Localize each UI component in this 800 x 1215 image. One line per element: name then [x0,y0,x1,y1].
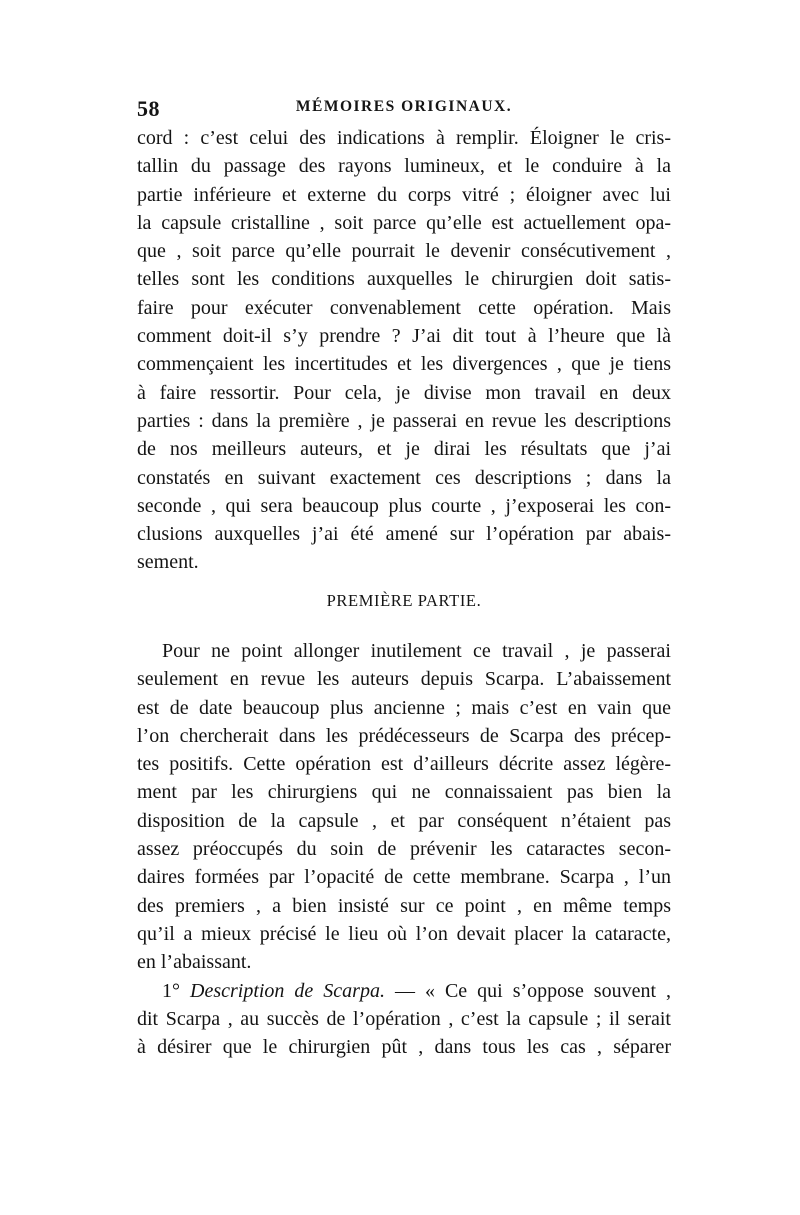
text-line: disposition de la capsule , et par conséquent n’étaient pas [137,809,671,832]
section-title: PREMIÈRE PARTIE. [326,591,482,610]
paragraph-1 [137,124,671,577]
text-line: que , soit parce qu’elle pourrait le devenir consécutivement , [137,240,671,263]
text-line: telles sont les conditions auxquelles le chirurgien doit satis- [137,268,671,291]
text-line: constatés en suivant exactement ces descriptions ; dans la [137,466,671,489]
text-line: de nos meilleurs auteurs, et je dirai les résultats que j’ai [137,438,671,461]
quote-start: — « Ce qui s’oppose souvent , [394,979,671,1002]
text-line: ment par les chirurgiens qui ne connaissaient pas bien la [137,781,671,804]
paragraph-3-first-line [137,977,671,1005]
text-line: Pour ne point allonger inutilement ce travail , je passerai [162,640,671,662]
text-line: qu’il a mieux précisé le lieu où l’on devait placer la cataracte, [137,922,671,945]
text-line: assez préoccupés du soin de prévenir les cataractes secon- [137,838,671,861]
text-line: la capsule cristalline , soit parce qu’elle est actuellement opa- [137,211,671,234]
text-line: commençaient les incertitudes et les divergences , que je tiens [137,353,671,376]
page-header [137,96,671,122]
text-line: parties : dans la première , je passerai en revue les descriptions [137,409,671,432]
text-line: cord : c’est celui des indications à remplir. Éloigner le cris- [137,127,671,149]
text-line: sement. [137,551,199,574]
text-line: tallin du passage des rayons lumineux, et le conduire à la [137,155,671,178]
text-line: des premiers , a bien insisté sur ce point , en même temps [137,894,671,917]
text-line: partie inférieure et externe du corps vitré ; éloigner avec lui [137,183,671,206]
text-line: l’on chercherait dans les prédécesseurs de Scarpa des précep- [137,724,671,747]
text-line: à faire ressortir. Pour cela, je divise mon travail en deux [137,381,671,404]
running-head: MÉMOIRES ORIGINAUX. [295,98,513,115]
description-title: Description de Scarpa. [190,979,385,1002]
text-line: daires formées par l’opacité de cette membrane. Scarpa , l’un [137,866,671,889]
text-line: seconde , qui sera beaucoup plus courte , j’exposerai les con- [137,494,671,517]
text-line: en l’abaissant. [137,951,252,974]
item-number: 1° [162,979,180,1002]
text-line: à désirer que le chirurgien pût , dans tous les cas , séparer [137,1036,671,1059]
page-number: 58 [137,96,160,121]
text-line: clusions auxquelles j’ai été amené sur l’opération par abais- [137,523,671,546]
paragraph-2 [137,637,671,1061]
text-line: est de date beaucoup plus ancienne ; mais c’est en vain que [137,696,671,719]
text-line: dit Scarpa , au succès de l’opération , c’est la capsule ; il serait [137,1007,671,1030]
text-line: seulement en revue les auteurs depuis Scarpa. L’abaissement [137,668,671,691]
text-line: comment doit-il s’y prendre ? J’ai dit tout à l’heure que là [137,325,671,348]
text-line: faire pour exécuter convenablement cette opération. Mais [137,296,671,319]
text-line: tes positifs. Cette opération est d’ailleurs décrite assez légère- [137,753,671,776]
